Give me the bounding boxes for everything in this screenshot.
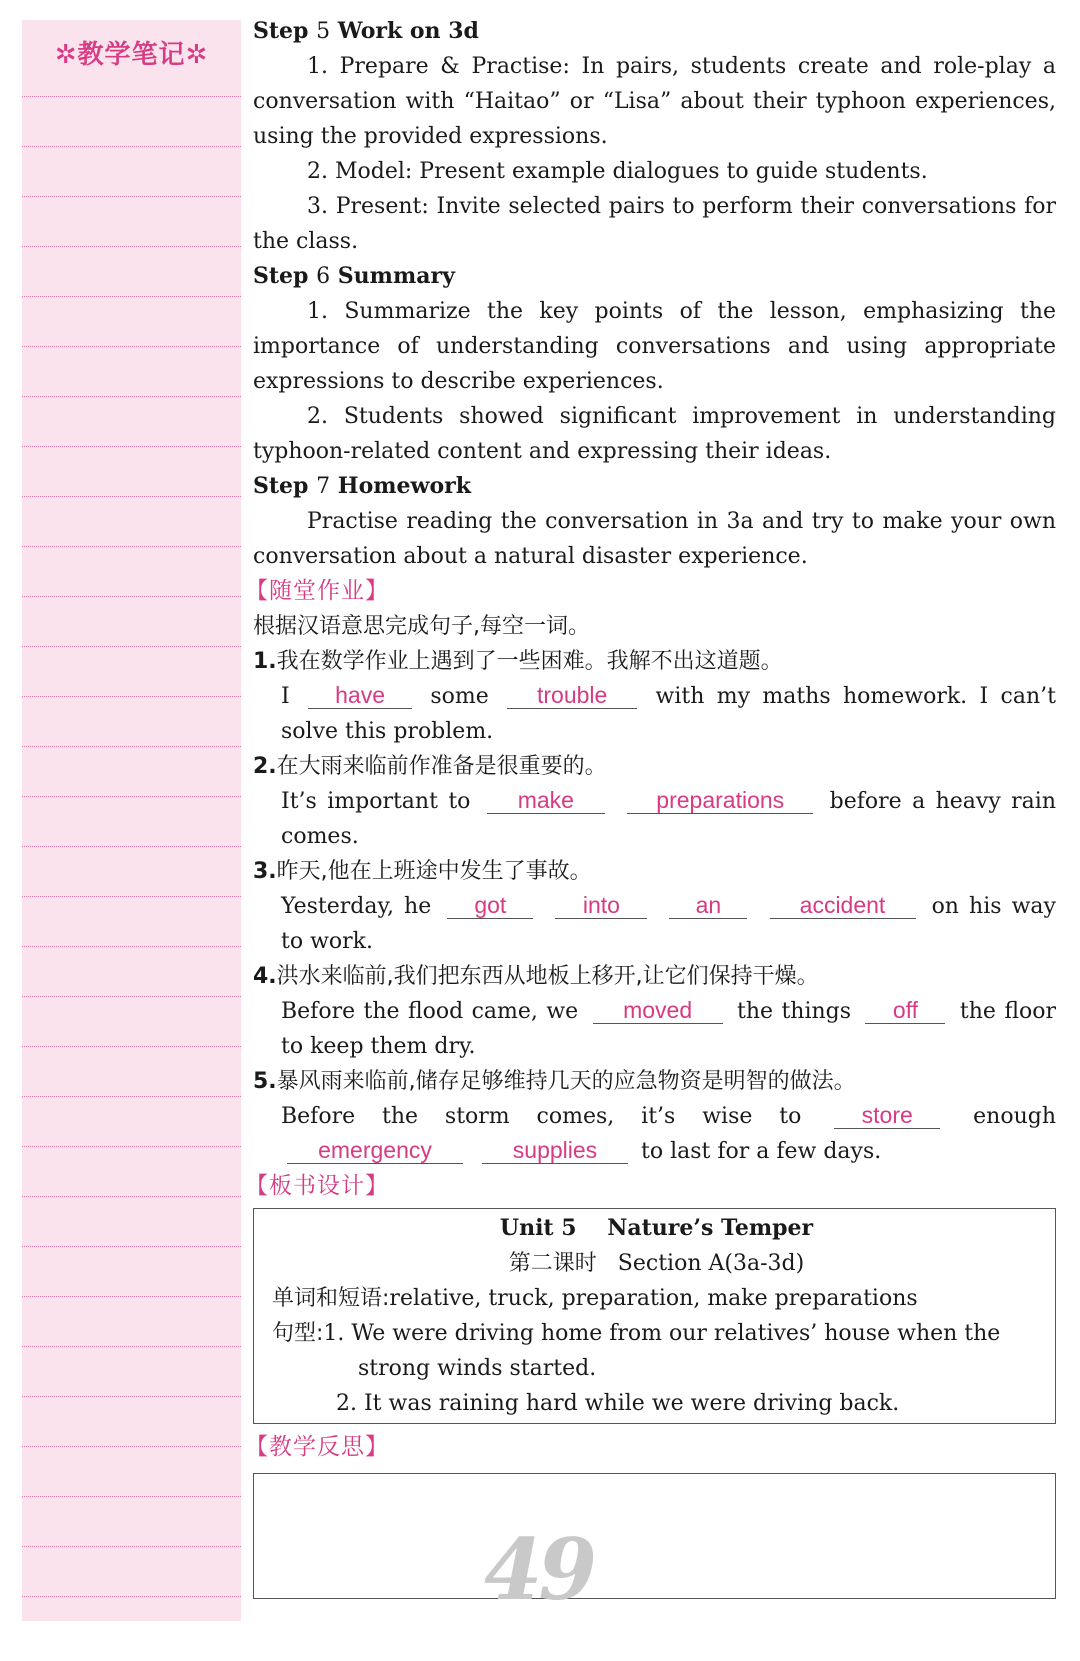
note-line	[22, 896, 241, 897]
note-line	[22, 1596, 241, 1597]
exercise-instruction: 根据汉语意思完成句子,每空一词。	[253, 614, 590, 639]
note-line	[22, 1446, 241, 1447]
step6-item: 1. Summarize the key points of the lesson, emphasizing the importance of understanding conversations and using appropriate expressions to describe experiences.	[253, 299, 1056, 394]
note-line	[22, 446, 241, 447]
step5-item: 1. Prepare & Practise: In pairs, students create and role-play a conversation with “Haitao” or “Lisa” about their typhoon experiences, using the provided expressions.	[253, 54, 1056, 149]
teaching-notes-sidebar	[22, 20, 241, 1621]
board-unit-title: Unit 5 Nature’s Temper	[499, 1215, 814, 1241]
board-sentence-1: 句型:1. We were driving home from our relatives’ house when the strong winds started.	[272, 1321, 1001, 1381]
step5-heading: Step 5 Work on 3d	[253, 18, 479, 44]
step5-item: 2. Model: Present example dialogues to guide students.	[307, 159, 928, 184]
note-line	[22, 546, 241, 547]
reflection-heading: 【教学反思】	[245, 1434, 389, 1460]
note-line	[22, 296, 241, 297]
board-lesson: 第二课时 Section A(3a-3d)	[508, 1251, 805, 1276]
answer-blank: trouble	[507, 682, 637, 709]
note-line	[22, 1396, 241, 1397]
note-line	[22, 1196, 241, 1197]
note-line	[22, 1246, 241, 1247]
answer-blank: emergency	[287, 1137, 463, 1164]
note-line	[22, 696, 241, 697]
answer-blank: accident	[770, 892, 916, 919]
note-line	[22, 796, 241, 797]
board-vocabulary: 单词和短语:relative, truck, preparation, make preparations	[272, 1286, 918, 1311]
lesson-content	[245, 14, 1057, 1599]
question-1-chinese: 1.我在数学作业上遇到了一些困难。我解不出这道题。	[253, 649, 783, 674]
note-line	[22, 196, 241, 197]
note-line	[22, 1496, 241, 1497]
note-line	[22, 246, 241, 247]
step7-text: Practise reading the conversation in 3a and try to make your own conversation about a natural disaster experience.	[253, 509, 1056, 569]
board-design-box	[253, 1208, 1056, 1424]
note-line	[22, 496, 241, 497]
question-4-english: Before the flood came, we moved the things off the floor to keep them dry.	[281, 997, 1057, 1059]
note-line	[22, 1096, 241, 1097]
note-line	[22, 646, 241, 647]
step7-heading: Step 7 Homework	[253, 473, 471, 499]
note-line	[22, 146, 241, 147]
note-line	[22, 1546, 241, 1547]
answer-blank: got	[447, 892, 533, 919]
reflection-box	[253, 1473, 1056, 1599]
note-line	[22, 1296, 241, 1297]
question-3-chinese: 3.昨天,他在上班途中发生了事故。	[253, 859, 592, 884]
board-heading: 【板书设计】	[245, 1173, 389, 1199]
answer-blank: moved	[593, 997, 723, 1024]
question-2-english: It’s important to make preparations before a heavy rain comes.	[281, 787, 1056, 849]
note-line	[22, 946, 241, 947]
note-line	[22, 846, 241, 847]
answer-blank: make	[487, 787, 605, 814]
question-3-english: Yesterday, he got into an accident on his way to work.	[281, 892, 1056, 954]
answer-blank: into	[555, 892, 647, 919]
note-line	[22, 346, 241, 347]
step5-item: 3. Present: Invite selected pairs to perform their conversations for the class.	[253, 194, 1056, 254]
step6-heading: Step 6 Summary	[253, 263, 455, 289]
question-1-english: I have some trouble with my maths homework. I can’t solve this problem.	[281, 682, 1056, 744]
note-line	[22, 1346, 241, 1347]
answer-blank: preparations	[627, 787, 813, 814]
question-5-english: Before the storm comes, it’s wise to store enough emergency supplies to last for a few days.	[281, 1102, 1056, 1164]
note-line	[22, 1146, 241, 1147]
question-2-chinese: 2.在大雨来临前作准备是很重要的。	[253, 754, 607, 779]
note-line	[22, 96, 241, 97]
question-4-chinese: 4.洪水来临前,我们把东西从地板上移开,让它们保持干燥。	[253, 964, 819, 989]
answer-blank: store	[834, 1102, 940, 1129]
answer-blank: supplies	[482, 1137, 628, 1164]
board-sentence-2: 2. It was raining hard while we were driving back.	[336, 1391, 900, 1416]
answer-blank: an	[669, 892, 747, 919]
page-number: 49	[484, 1520, 593, 1619]
step6-item: 2. Students showed significant improvement in understanding typhoon-related content and expressing their ideas.	[253, 404, 1056, 464]
question-5-chinese: 5.暴风雨来临前,储存足够维持几天的应急物资是明智的做法。	[253, 1069, 856, 1094]
note-line	[22, 1046, 241, 1047]
exercise-heading: 【随堂作业】	[245, 578, 389, 604]
note-line	[22, 996, 241, 997]
note-line	[22, 746, 241, 747]
answer-blank: off	[865, 997, 945, 1024]
note-line	[22, 596, 241, 597]
answer-blank: have	[308, 682, 412, 709]
sidebar-title: ✲教学笔记✲	[54, 40, 209, 70]
note-line	[22, 396, 241, 397]
